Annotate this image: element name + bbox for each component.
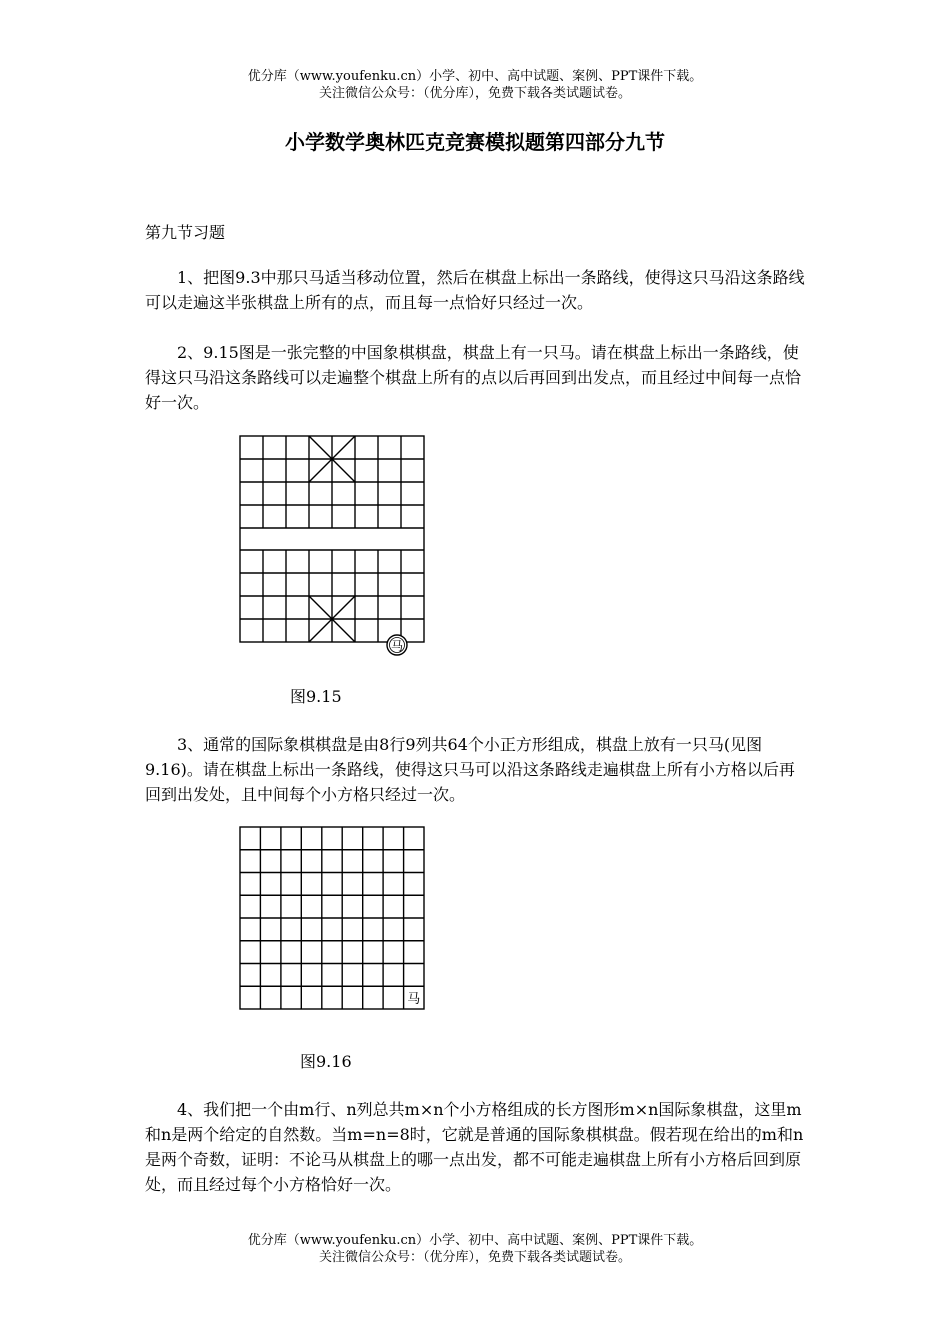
page-title: 小学数学奥林匹克竞赛模拟题第四部分九节 bbox=[285, 130, 665, 154]
chess-grid bbox=[240, 827, 424, 1009]
chess-board-figure bbox=[230, 820, 440, 1020]
horse-piece bbox=[387, 635, 407, 655]
footer-line-1: 优分库（www.youfenku.cn）小学、初中、高中试题、案例、PPT课件下载。 bbox=[247, 1233, 703, 1248]
header-line-1: 优分库（www.youfenku.cn）小学、初中、高中试题、案例、PPT课件下载。 bbox=[247, 69, 703, 84]
header-line-2: 关注微信公众号：（优分库），免费下载各类试题试卷。 bbox=[318, 86, 631, 101]
page-header bbox=[0, 68, 950, 102]
figure-9-15-caption: 图9.15 bbox=[290, 687, 342, 706]
figure-9-16-caption: 图9.16 bbox=[300, 1052, 352, 1071]
problem-4: 4、我们把一个由m行、n列总共m×n个小方格组成的长方图形m×n国际象棋盘，这里m和n是两个给定的自然数。当m=n=8时，它就是普通的国际象棋棋盘。假若现在给出的m和n是两个奇数，证明：不论马从棋盘上的哪一点出发，都不可能走遍棋盘上所有小方格后回到原处，而且经过每个小方格恰好一次。 bbox=[145, 1100, 804, 1194]
problem-2: 2、9.15图是一张完整的中国象棋棋盘，棋盘上有一只马。请在棋盘上标出一条路线，使得这只马沿这条路线可以走遍整个棋盘上所有的点以后再回到出发点，而且经过中间每一点恰好一次。 bbox=[145, 343, 802, 412]
horse-piece-label: 马 bbox=[407, 992, 421, 1007]
problem-3: 3、通常的国际象棋棋盘是由8行9列共64个小正方形组成，棋盘上放有一只马(见图9.16)。请在棋盘上标出一条路线，使得这只马可以沿这条路线走遍棋盘上所有小方格以后再回到出发处，且中间每个小方格只经过一次。 bbox=[145, 735, 795, 804]
horse-piece-label: 马 bbox=[390, 639, 404, 653]
xiangqi-board-figure bbox=[230, 430, 440, 660]
section-heading: 第九节习题 bbox=[145, 223, 226, 242]
problem-1: 1、把图9.3中那只马适当移动位置，然后在棋盘上标出一条路线，使得这只马沿这条路线可以走遍这半张棋盘上所有的点，而且每一点恰好只经过一次。 bbox=[145, 268, 805, 312]
footer-line-2: 关注微信公众号：（优分库），免费下载各类试题试卷。 bbox=[318, 1250, 631, 1265]
xiangqi-grid bbox=[240, 436, 424, 642]
page-footer bbox=[0, 1232, 950, 1266]
